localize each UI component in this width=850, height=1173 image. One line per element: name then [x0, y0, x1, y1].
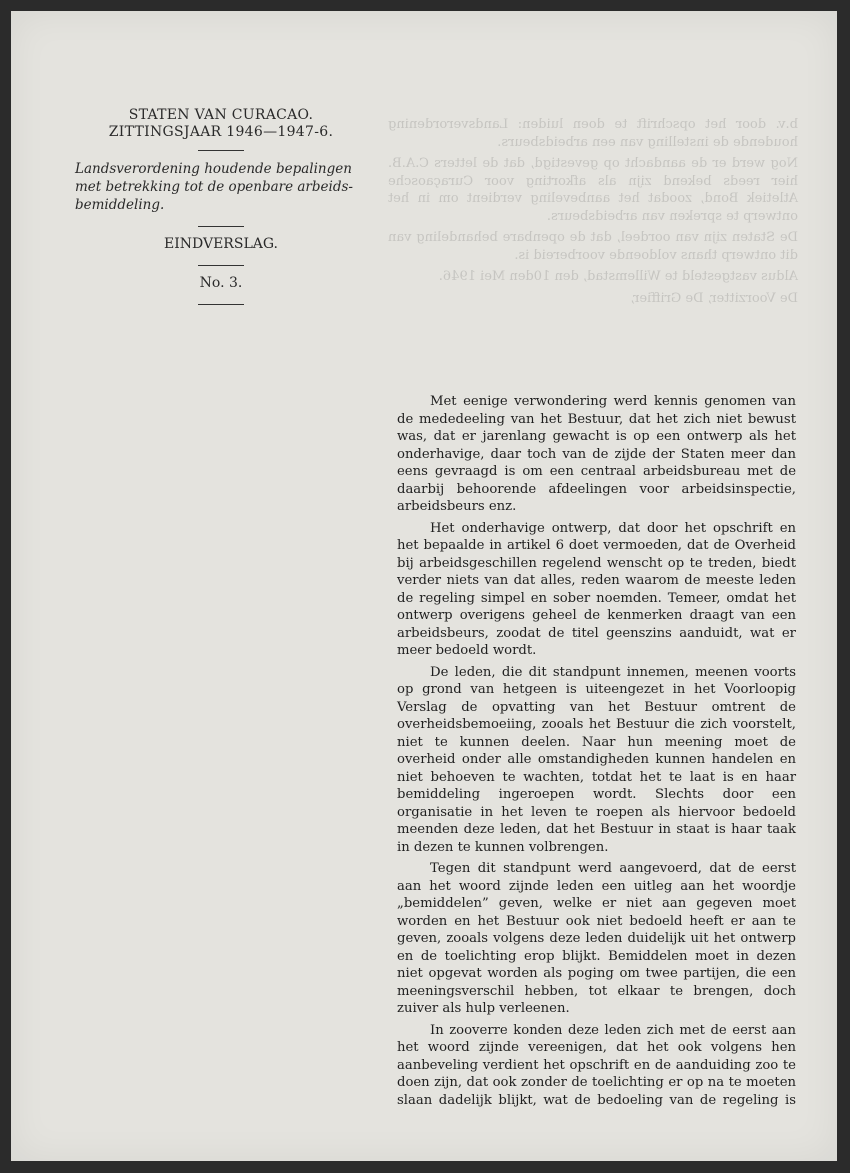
bleed-through-text: b.v. door het opschrift te doen luiden: Landsverordening houdende de instelling van een arbeidsbeurs. Nog werd er de aandacht op gevestigd, dat de letters C.A.B. hier reeds bekend zijn als afkorting voor Curaçaosche Atletiek Bond, zoodat het aanbeveling verdient om in het ontwerp te spreken van arbeidsbeurs. De Staten zijn van oordeel, dat de openbare behandeling van dit ontwerp thans voldoende voorbereid is. Aldus vastgesteld te Willemstad, den 10den Mei 1946. De Voorzitter, De Griffier,	[388, 117, 798, 306]
subtitle-line: Landsverordening houdende bepalingen	[75, 161, 352, 177]
divider	[198, 265, 244, 266]
report-number: No. 3.	[199, 275, 243, 291]
report-body	[397, 393, 796, 1113]
divider	[198, 150, 244, 151]
paragraph: De leden, die dit standpunt innemen, meenen voorts op grond van hetgeen is uiteengezet in het Voorloopig Verslag de opvatting van het Bestuur omtrent de overheidsbemoeiing, zooals het Bestuur die zich voorstelt, niet te kunnen deelen. Naar hun meening moet de overheid onder alle omstandigheden kunnen handelen en niet behoeven te wachten, totdat het te laat is en haar bemiddeling ingeroepen wordt. Slechts door een organisatie in het leven te roepen als hiervoor bedoeld meenden deze leden, dat het Bestuur in staat is haar taak in dezen te kunnen volbrengen.	[397, 664, 796, 855]
divider	[198, 304, 244, 305]
report-label: EINDVERSLAG.	[164, 236, 278, 252]
session-year: ZITTINGSJAAR 1946—1947-6.	[108, 124, 334, 140]
divider	[198, 226, 244, 227]
assembly-title: STATEN VAN CURACAO.	[128, 107, 314, 123]
ordinance-subtitle	[71, 160, 371, 214]
paragraph: Het onderhavige ontwerp, dat door het opschrift en het bepaalde in artikel 6 doet vermoeden, dat de Overheid bij arbeidsgeschillen regelend wenscht op te treden, biedt verder niets van dat alles, reden waarom de meeste leden de regeling simpel en sober noemden. Temeer, omdat het ontwerp overigens geheel de kenmerken draagt van een arbeidsbeurs, zoodat de titel geenszins aanduidt, wat er meer bedoeld wordt.	[397, 520, 796, 658]
paragraph: Met eenige verwondering werd kennis genomen van de mededeeling van het Bestuur, dat het zich niet bewust was, dat er jarenlang gewacht is op een ontwerp als het onderhavige, daar toch van de zijde der Staten meer dan eens gevraagd is om een centraal arbeidsbureau met de daarbij behoorende afdeelingen voor arbeidsinspectie, arbeidsbeurs enz.	[397, 394, 796, 514]
subtitle-line: met betrekking tot de openbare arbeids-	[75, 179, 353, 195]
document-heading-block	[71, 107, 371, 314]
subtitle-line: bemiddeling.	[75, 197, 165, 213]
paragraph: In zooverre konden deze leden zich met de eerst aan het woord zijnde vereenigen, dat het ook volgens hen aanbeveling verdient het opschrift en de aanduiding zoo te doen zijn, dat ook zonder de toelichting er op na te moeten slaan dadelijk blijkt, wat de bedoeling van de regeling is	[397, 1022, 796, 1108]
paragraph: Tegen dit standpunt werd aangevoerd, dat de eerst aan het woord zijnde leden een uitleg aan het woordje „bemiddelen” geven, welke er niet aan gegeven moet worden en het Bestuur ook niet bedoeld heeft er aan te geven, zooals volgens deze leden duidelijk uit het ontwerp en de toelichting erop blijkt. Bemiddelen moet in dezen niet opgevat worden als poging om twee partijen, die een meeningsverschil hebben, tot elkaar te brengen, doch zuiver als hulp verleenen.	[397, 861, 796, 1016]
document-page	[11, 11, 837, 1161]
